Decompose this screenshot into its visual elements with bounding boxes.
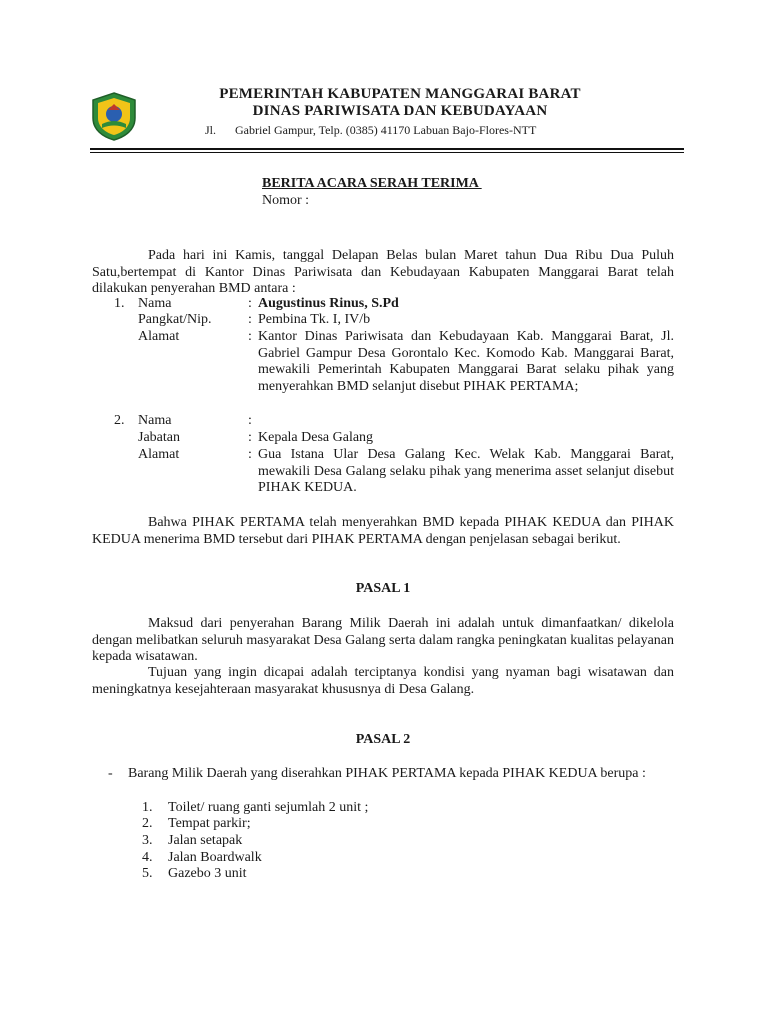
- party1-name-colon: :: [248, 296, 252, 311]
- party2-position-label: Jabatan: [138, 430, 180, 445]
- asset-item-text: Tempat parkir;: [168, 816, 251, 831]
- pasal2-intro: Barang Milik Daerah yang diserahkan PIHAK PERTAMA kepada PIHAK KEDUA berupa :: [128, 766, 646, 781]
- header-address: [205, 123, 536, 138]
- pasal1-goal-paragraph: [92, 665, 674, 698]
- document-number: Nomor :: [262, 193, 310, 208]
- pasal1-purpose-text: Maksud dari penyerahan Barang Milik Daerah ini adalah untuk dimanfaatkan/ dikelola dengan melibatkan seluruh masyarakat Desa Galang serta dalam rangka peningkatan kualitas pelayanan kepada wisatawan.: [92, 616, 674, 665]
- opening-text: Pada hari ini Kamis, tanggal Delapan Belas bulan Maret tahun Dua Ribu Dua Puluh Satu,bertempat di Kantor Dinas Pariwisata dan Kebudayaan Kabupaten Manggarai Barat telah dilakukan penyerahan BMD antara :: [92, 248, 674, 297]
- header-department-name: DINAS PARIWISATA DAN KEBUDAYAAN: [252, 103, 548, 119]
- party1-name-label: Nama: [138, 296, 172, 311]
- handover-statement: [92, 515, 674, 548]
- address-prefix: Jl.: [205, 123, 217, 137]
- pasal1-purpose-paragraph: [92, 616, 674, 666]
- letterhead-divider-thin: [90, 152, 684, 153]
- asset-item-text: Gazebo 3 unit: [168, 866, 247, 881]
- asset-item-number: 3.: [142, 833, 153, 848]
- pasal2-heading: PASAL 2: [355, 732, 411, 747]
- address-text: Gabriel Gampur, Telp. (0385) 41170 Labuan Bajo-Flores-NTT: [235, 123, 537, 137]
- asset-item-text: Jalan Boardwalk: [168, 850, 262, 865]
- party2-name-label: Nama: [138, 413, 172, 428]
- asset-item-number: 5.: [142, 866, 153, 881]
- party1-rank-colon: :: [248, 312, 252, 327]
- document-title: BERITA ACARA SERAH TERIMA: [262, 176, 482, 191]
- party2-position-colon: :: [248, 430, 252, 445]
- opening-paragraph: [92, 248, 674, 298]
- pasal1-goal-text: Tujuan yang ingin dicapai adalah terciptanya kondisi yang nyaman bagi wisatawan dan meningkatnya kesejahteraan masyarakat khususnya di Desa Galang.: [92, 665, 674, 697]
- party1-address-colon: :: [248, 329, 252, 344]
- party1-number: 1.: [114, 296, 125, 311]
- regency-emblem-logo: [88, 90, 140, 142]
- asset-item-text: Jalan setapak: [168, 833, 243, 848]
- asset-item-number: 1.: [142, 800, 153, 815]
- party1-rank-value: Pembina Tk. I, IV/b: [258, 312, 371, 327]
- party1-address-value: Kantor Dinas Pariwisata dan Kebudayaan Kab. Manggarai Barat, Jl. Gabriel Gampur Desa Gorontalo Kec. Komodo Kab. Manggarai Barat, mewakili Pemerintah Kabupaten Manggarai Barat selaku pihak yang menyerahkan BMD selanjut disebut PIHAK PERTAMA;: [258, 329, 674, 394]
- party2-position-value: Kepala Desa Galang: [258, 430, 374, 445]
- party2-number: 2.: [114, 413, 125, 428]
- asset-item-number: 4.: [142, 850, 153, 865]
- asset-item-text: Toilet/ ruang ganti sejumlah 2 unit ;: [168, 800, 369, 815]
- party1-rank-label: Pangkat/Nip.: [138, 312, 212, 327]
- statement-text: Bahwa PIHAK PERTAMA telah menyerahkan BMD kepada PIHAK KEDUA dan PIHAK KEDUA menerima BMD tersebut dari PIHAK PERTAMA dengan penjelasan sebagai berikut.: [92, 515, 674, 547]
- party1-address-label: Alamat: [138, 329, 180, 344]
- party1-name-value: Augustinus Rinus, S.Pd: [258, 296, 399, 311]
- party2-address-colon: :: [248, 447, 252, 462]
- party2-name-colon: :: [248, 413, 252, 428]
- pasal1-heading: PASAL 1: [355, 581, 411, 596]
- letterhead-divider-thick: [90, 148, 684, 150]
- asset-item-number: 2.: [142, 816, 153, 831]
- party2-address-label: Alamat: [138, 447, 180, 462]
- list-dash-marker: -: [108, 766, 113, 781]
- party2-address-value: Gua Istana Ular Desa Galang Kec. Welak Kab. Manggarai Barat, mewakili Desa Galang selaku pihak yang menerima asset selanjut disebut PIHAK KEDUA.: [258, 447, 674, 496]
- header-government-name: PEMERINTAH KABUPATEN MANGGARAI BARAT: [219, 86, 581, 102]
